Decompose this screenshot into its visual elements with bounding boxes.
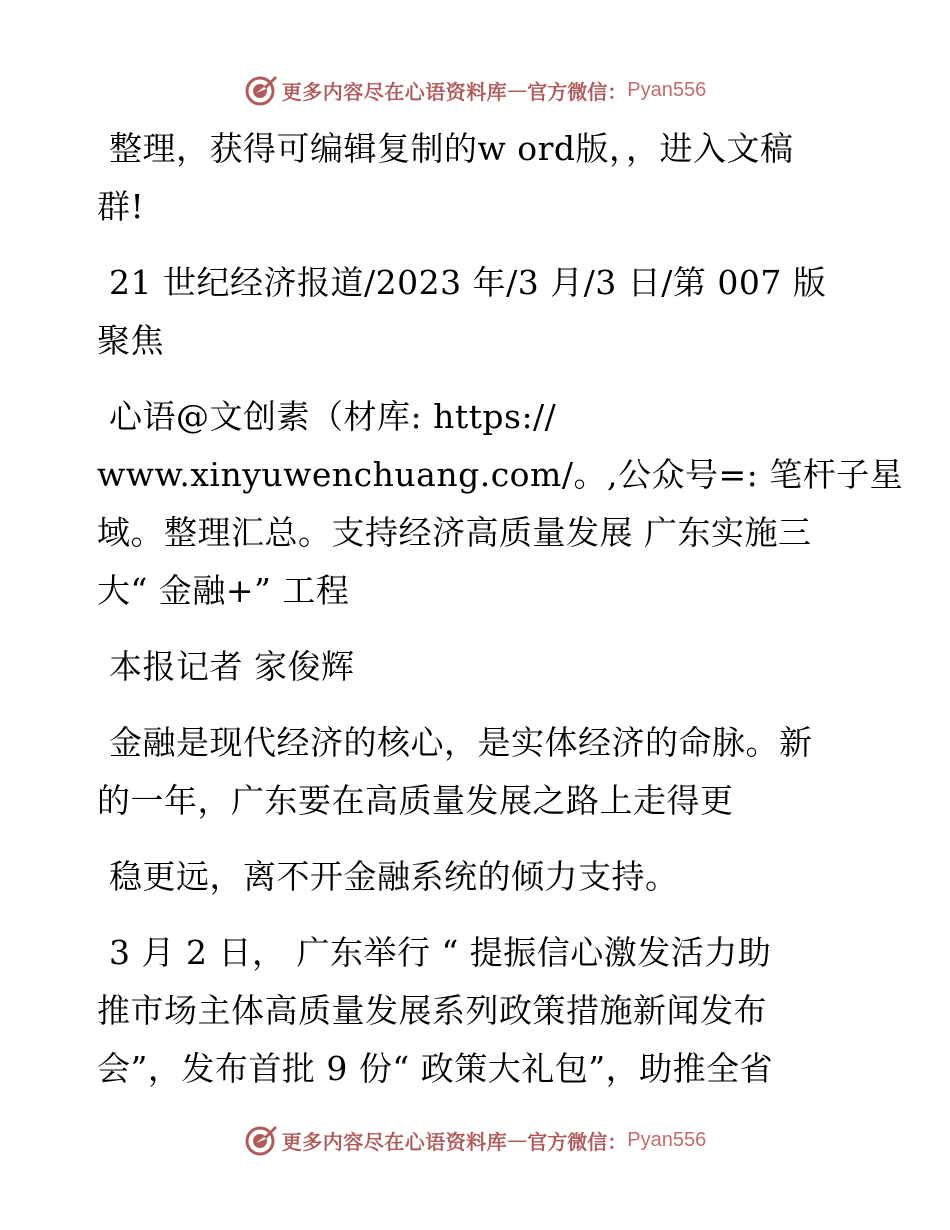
watermark-dash: —	[507, 78, 528, 102]
article-body	[97, 120, 904, 1116]
text-line: 会”，发布首批 9 份“ 政策大礼包”，助推全省	[97, 1049, 774, 1088]
footer-watermark	[0, 1120, 950, 1160]
text-line: 整理，获得可编辑复制的w ord版，，进入文稿	[109, 129, 794, 168]
paragraph-continuation	[97, 848, 857, 906]
paragraph-headline	[97, 388, 904, 620]
text-line: 域。整理汇总。支持经济高质量发展 广东实施三	[97, 513, 812, 552]
watermark-tagline: 更多内容尽在心语资料库	[281, 79, 508, 104]
text-line: 推市场主体高质量发展系列政策措施新闻发布	[97, 991, 767, 1030]
text-line: 稳更远，离不开金融系统的倾力支持。	[109, 857, 679, 896]
text-line: 3 月 2 日， 广东举行 “ 提振信心激发活力助	[109, 933, 772, 972]
text-line: 大“ 金融+” 工程	[97, 571, 350, 610]
paragraph-byline	[97, 638, 857, 696]
text-line: 本报记者 家俊辉	[109, 647, 355, 686]
text-line: 金融是现代经济的核心，是实体经济的命脉。新	[109, 723, 813, 762]
text-line: 心语@文创素（材库: https://	[109, 397, 557, 436]
text-line: www.xinyuwenchuang.com/。,公众号=: 笔杆子星	[97, 455, 904, 494]
watermark-tagline: 更多内容尽在心语资料库	[281, 1129, 508, 1154]
paragraph-intro	[97, 120, 857, 236]
text-line: 21 世纪经济报道/2023 年/3 月/3 日/第 007 版	[109, 263, 827, 302]
watermark-wechat-id: Pyan556	[627, 78, 707, 101]
header-watermark	[0, 70, 950, 110]
text-line: 群!	[97, 187, 145, 226]
paragraph-event	[97, 924, 857, 1098]
text-line: 的一年，广东要在高质量发展之路上走得更	[97, 781, 734, 820]
watermark-dash: —	[507, 1128, 528, 1152]
text-line: 聚焦	[97, 321, 164, 360]
watermark-wechat-label: 官方微信：	[527, 1129, 628, 1154]
watermark-wechat-id: Pyan556	[627, 1128, 707, 1151]
paragraph-lead	[97, 714, 857, 830]
pen-logo-icon	[244, 1123, 278, 1157]
watermark-wechat-label: 官方微信：	[527, 79, 628, 104]
pen-logo-icon	[244, 73, 278, 107]
paragraph-source	[97, 254, 857, 370]
